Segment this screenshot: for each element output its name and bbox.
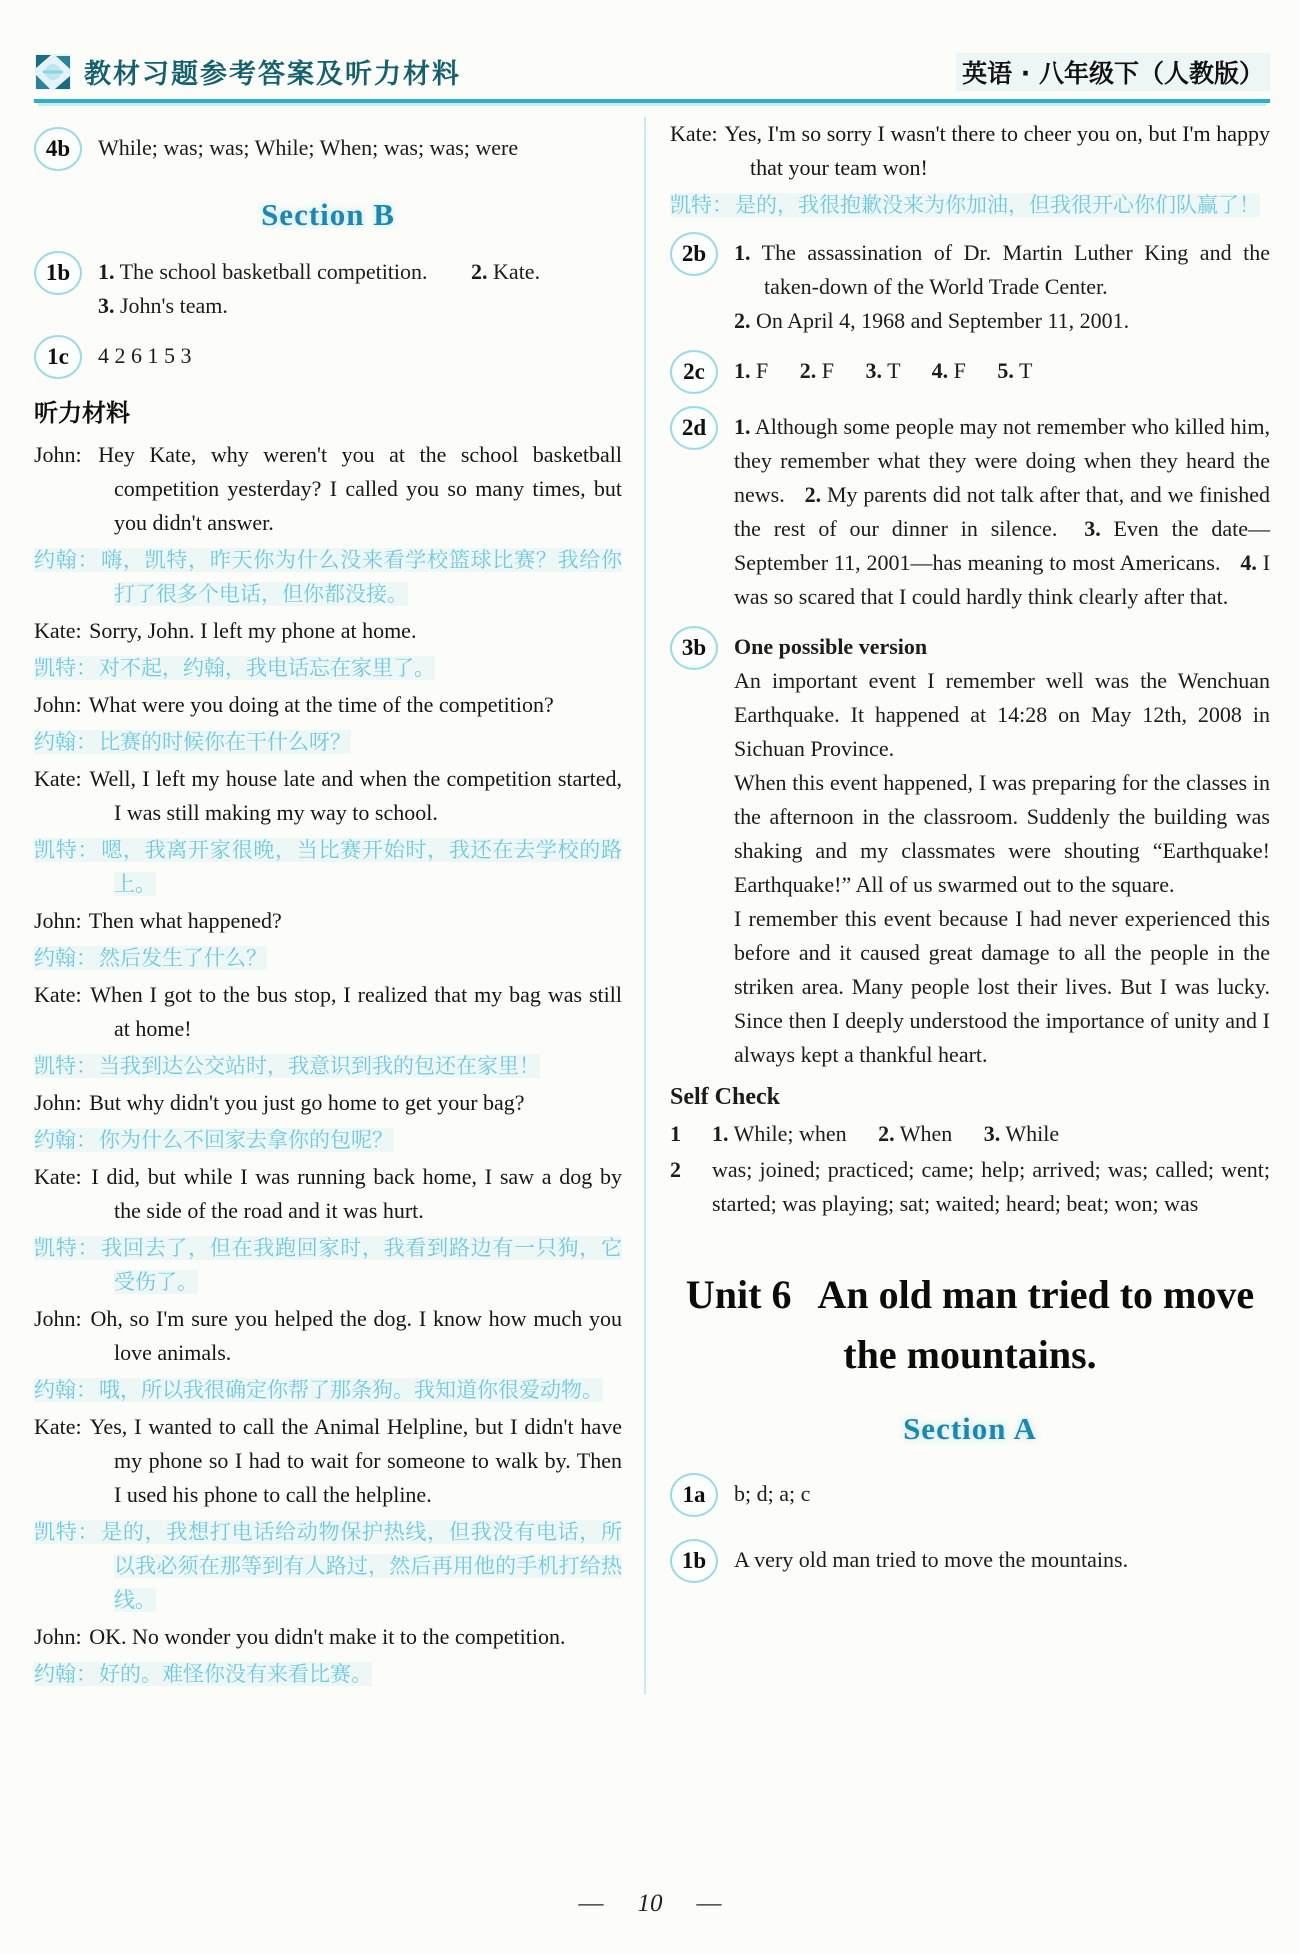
speaker-label: 凯特： (34, 1054, 97, 1078)
speaker-label: Kate: (34, 766, 82, 791)
dialogue-text: 好的。难怪你没有来看比赛。 (99, 1662, 372, 1686)
speaker-label: 凯特： (34, 1520, 100, 1544)
answer-text: T (1019, 358, 1033, 383)
answer-1b (98, 251, 622, 323)
self-check-row-2 (670, 1153, 1270, 1221)
speaker-label: Kate: (670, 121, 718, 146)
self-check-answers-2: was; joined; practiced; came; help; arrived; was; called; went; started; was playing; sat; waited; heard; beat; won; was (712, 1157, 1270, 1216)
dialogue-line-translation (34, 1049, 622, 1083)
page-number: 10 (637, 1890, 663, 1917)
page-footer (0, 1890, 1300, 1918)
answer-number: 2. (804, 482, 822, 507)
speaker-label: 约翰： (34, 1662, 97, 1686)
dialogue-text: Well, I left my house late and when the competition started, I was still making my way to school. (89, 766, 622, 825)
right-column (646, 117, 1270, 1694)
answer-number: 4. (931, 358, 949, 383)
exercise-2b (670, 232, 1270, 338)
dialogue-text: 哦，所以我很确定你帮了那条狗。我知道你很爱动物。 (99, 1378, 603, 1402)
dialogue-line (34, 1620, 622, 1654)
self-check-heading: Self Check (670, 1084, 780, 1110)
header-left-title: 教材习题参考答案及听力材料 (84, 59, 461, 90)
dialogue-line-translation (34, 1373, 622, 1407)
answer-number: 2. (734, 308, 751, 333)
self-check-row-number: 2 (670, 1157, 681, 1182)
exercise-2d (670, 406, 1270, 614)
speaker-label: 约翰： (34, 1128, 97, 1152)
exercise-2c (670, 350, 1270, 394)
dialogue-text: 是的，我想打电话给动物保护热线，但我没有电话，所以我必须在那等到有人路过，然后再用他的手机打给热线。 (101, 1520, 623, 1612)
badge-2c: 2c (670, 350, 718, 394)
dialogue-text: What were you doing at the time of the competition? (88, 692, 554, 717)
badge-1c: 1c (34, 335, 82, 379)
dialogue-line-translation (34, 1231, 622, 1299)
dialogue-text: 嗨，凯特，昨天你为什么没来看学校篮球比赛？我给你打了很多个电话，但你都没接。 (101, 548, 623, 606)
dialogue-right (670, 117, 1270, 222)
answer-text: When (899, 1121, 953, 1146)
dialogue-text: 我回去了，但在我跑回家时，我看到路边有一只狗，它受伤了。 (101, 1236, 623, 1294)
speaker-label: 约翰： (34, 946, 97, 970)
answer-text: Even the date—September 11, 2001—has meaning to most Americans. (734, 516, 1270, 575)
answer-text: The school basketball competition. (119, 259, 428, 284)
answer-number: 3. (98, 293, 115, 318)
speaker-label: 约翰： (34, 730, 97, 754)
dialogue-text: OK. No wonder you didn't make it to the competition. (89, 1624, 566, 1649)
answer-text: Although some people may not remember who killed him, they remember what they were doing when they heard the news. (734, 414, 1270, 507)
speaker-label: Kate: (34, 1414, 82, 1439)
dialogue-line (34, 978, 622, 1046)
dialogue-text: But why didn't you just go home to get your bag? (89, 1090, 525, 1115)
dialogue-line-translation (34, 725, 622, 759)
exercise-1a-unit6 (670, 1473, 1270, 1517)
left-column (34, 117, 646, 1694)
answer-text: The assassination of Dr. Martin Luther King and the taken-down of the World Trade Center. (761, 240, 1270, 299)
dialogue-line-translation (34, 651, 622, 685)
badge-2d: 2d (670, 406, 718, 450)
answer-text: On April 4, 1968 and September 11, 2001. (756, 308, 1130, 333)
unit-6-title (674, 1265, 1266, 1385)
speaker-label: John: (34, 1306, 82, 1331)
dialogue-line (34, 438, 622, 540)
dialogue-line-translation (34, 1657, 622, 1691)
dialogue-line (34, 1160, 622, 1228)
answer-number: 1. (734, 358, 751, 383)
dialogue-text: Hey Kate, why weren't you at the school basketball competition yesterday? I called you so many times, but you didn't answer. (98, 442, 623, 535)
exercise-4b (34, 127, 622, 171)
answer-text: While (1005, 1121, 1060, 1146)
book-logo-icon (34, 53, 72, 91)
speaker-label: 凯特： (670, 193, 733, 217)
answer-2b-item1 (734, 236, 1270, 304)
speaker-label: 凯特： (34, 656, 97, 680)
speaker-label: 约翰： (34, 1378, 97, 1402)
exercise-1b-unit6 (670, 1539, 1270, 1583)
badge-2b: 2b (670, 232, 718, 276)
self-check-answers-1 (712, 1117, 1270, 1151)
dialogue-line-translation (34, 941, 622, 975)
answer-number: 1. (98, 259, 115, 284)
dialogue-line-translation (34, 1123, 622, 1157)
answer-number: 3. (865, 358, 882, 383)
dialogue-line-translation (34, 543, 622, 611)
answer-text: F (953, 358, 966, 383)
footer-dash-right: — (696, 1890, 722, 1917)
dialogue-text: Oh, so I'm sure you helped the dog. I know how much you love animals. (90, 1306, 622, 1365)
answer-number: 3. (1084, 516, 1101, 541)
dialogue-text: Then what happened? (88, 908, 282, 933)
dialogue-line (34, 688, 622, 722)
dialogue-line-translation (34, 833, 622, 901)
speaker-label: John: (34, 442, 82, 467)
dialogue-text: 是的，我很抱歉没来为你加油，但我很开心你们队赢了！ (735, 193, 1260, 217)
dialogue-line (34, 1410, 622, 1512)
answer-2b (734, 232, 1270, 338)
dialogue-line (670, 117, 1270, 185)
dialogue-line (34, 1302, 622, 1370)
answer-text: I was so scared that I could hardly think clearly after that. (734, 550, 1271, 609)
answer-1b-unit6: A very old man tried to move the mountains. (734, 1547, 1129, 1572)
section-a-heading: Section A (903, 1411, 1037, 1446)
answer-text: F (756, 358, 769, 383)
answer-number: 4. (1240, 550, 1257, 575)
speaker-label: Kate: (34, 618, 82, 643)
listening-material-heading: 听力材料 (34, 399, 130, 427)
essay-paragraph: An important event I remember well was the Wenchuan Earthquake. It happened at 14:28 on May 12th, 2008 in Sichuan Province. (734, 668, 1270, 761)
exercise-1c (34, 335, 622, 379)
answer-number: 2. (799, 358, 817, 383)
unit-name: An old man tried to move the mountains. (817, 1272, 1255, 1377)
dialogue-text: 当我到达公交站时，我意识到我的包还在家里！ (99, 1054, 540, 1078)
speaker-label: Kate: (34, 1164, 82, 1189)
answer-4b: While; was; was; While; When; was; was; were (98, 135, 519, 160)
badge-4b: 4b (34, 127, 82, 171)
speaker-label: Kate: (34, 982, 82, 1007)
answer-number: 2. (471, 259, 488, 284)
dialogue-line-translation (34, 1515, 622, 1617)
self-check-row-number: 1 (670, 1121, 681, 1146)
answer-3b (734, 626, 1270, 1072)
answer-2c (734, 350, 1270, 388)
essay-paragraph: I remember this event because I had never experienced this before and it caused great damage to all the people in the striken area. Many people lost their lives. But I was lucky. Since then I deeply understood the importance of unity and I always kept a thankful heart. (734, 906, 1270, 1067)
speaker-label: 约翰： (34, 548, 100, 572)
answer-text: My parents did not talk after that, and we finished the rest of our dinner in silence. (734, 482, 1271, 541)
dialogue-text: 然后发生了什么？ (99, 946, 267, 970)
answer-1b-line1 (98, 255, 622, 289)
dialogue-text: 比赛的时候你在干什么呀？ (99, 730, 351, 754)
badge-1b: 1b (34, 251, 82, 295)
exercise-3b (670, 626, 1270, 1072)
dialogue-text: When I got to the bus stop, I realized that my bag was still at home! (90, 982, 623, 1041)
answer-text: Kate. (493, 259, 541, 284)
unit-number: Unit 6 (685, 1272, 792, 1317)
speaker-label: John: (34, 908, 82, 933)
dialogue-text: I did, but while I was running back home, I saw a dog by the side of the road and it was hurt. (91, 1164, 622, 1223)
dialogue-line (34, 762, 622, 830)
answer-number: 1. (734, 240, 751, 265)
dialogue-line (34, 614, 622, 648)
essay-paragraph: When this event happened, I was preparing for the classes in the afternoon in the classroom. Suddenly the building was shaking and my classmates were shouting “Earthquake! Earthquake!” All of us swarmed out to the square. (734, 770, 1270, 897)
answer-2b-item2 (734, 304, 1270, 338)
answer-1b-line2 (98, 289, 622, 323)
answer-number: 1. (712, 1121, 729, 1146)
self-check-row-1 (670, 1117, 1270, 1151)
page-header (34, 52, 1270, 103)
badge-3b: 3b (670, 626, 718, 670)
speaker-label: John: (34, 692, 82, 717)
answer-text: T (887, 358, 901, 383)
answer-1c: 4 2 6 1 5 3 (98, 343, 192, 368)
dialogue-text: Yes, I wanted to call the Animal Helpline, but I didn't have my phone so I had to wait for someone to walk by. Then I used his phone to call the helpline. (89, 1414, 623, 1507)
speaker-label: John: (34, 1090, 82, 1115)
dialogue-line-translation (670, 188, 1270, 222)
speaker-label: John: (34, 1624, 82, 1649)
answer-text: While; when (733, 1121, 847, 1146)
answer-number: 5. (997, 358, 1014, 383)
dialogue-left (34, 438, 622, 1691)
dialogue-text: Sorry, John. I left my phone at home. (89, 618, 417, 643)
answer-1a: b; d; a; c (734, 1481, 811, 1506)
header-right-title: 英语 · 八年级下（人教版） (956, 53, 1270, 91)
speaker-label: 凯特： (34, 838, 100, 862)
answer-text: John's team. (120, 293, 228, 318)
answer-2d (734, 406, 1270, 614)
answer-number: 3. (983, 1121, 1001, 1146)
speaker-label: 凯特： (34, 1236, 100, 1260)
one-possible-version-heading: One possible version (734, 634, 928, 659)
badge-1a: 1a (670, 1473, 718, 1517)
badge-1b-unit6: 1b (670, 1539, 718, 1583)
two-column-layout (34, 117, 1270, 1694)
dialogue-text: 你为什么不回家去拿你的包呢？ (99, 1128, 393, 1152)
dialogue-text: 对不起，约翰，我电话忘在家里了。 (99, 656, 435, 680)
footer-dash-left: — (578, 1890, 604, 1917)
answer-number: 2. (878, 1121, 895, 1146)
exercise-1b (34, 251, 622, 323)
dialogue-text: Yes, I'm so sorry I wasn't there to cheer you on, but I'm happy that your team won! (724, 121, 1270, 180)
dialogue-text: 嗯，我离开家很晚，当比赛开始时，我还在去学校的路上。 (101, 838, 623, 896)
answer-text: F (821, 358, 834, 383)
dialogue-line (34, 1086, 622, 1120)
answer-number: 1. (734, 414, 751, 439)
dialogue-line (34, 904, 622, 938)
section-b-heading: Section B (261, 197, 395, 232)
